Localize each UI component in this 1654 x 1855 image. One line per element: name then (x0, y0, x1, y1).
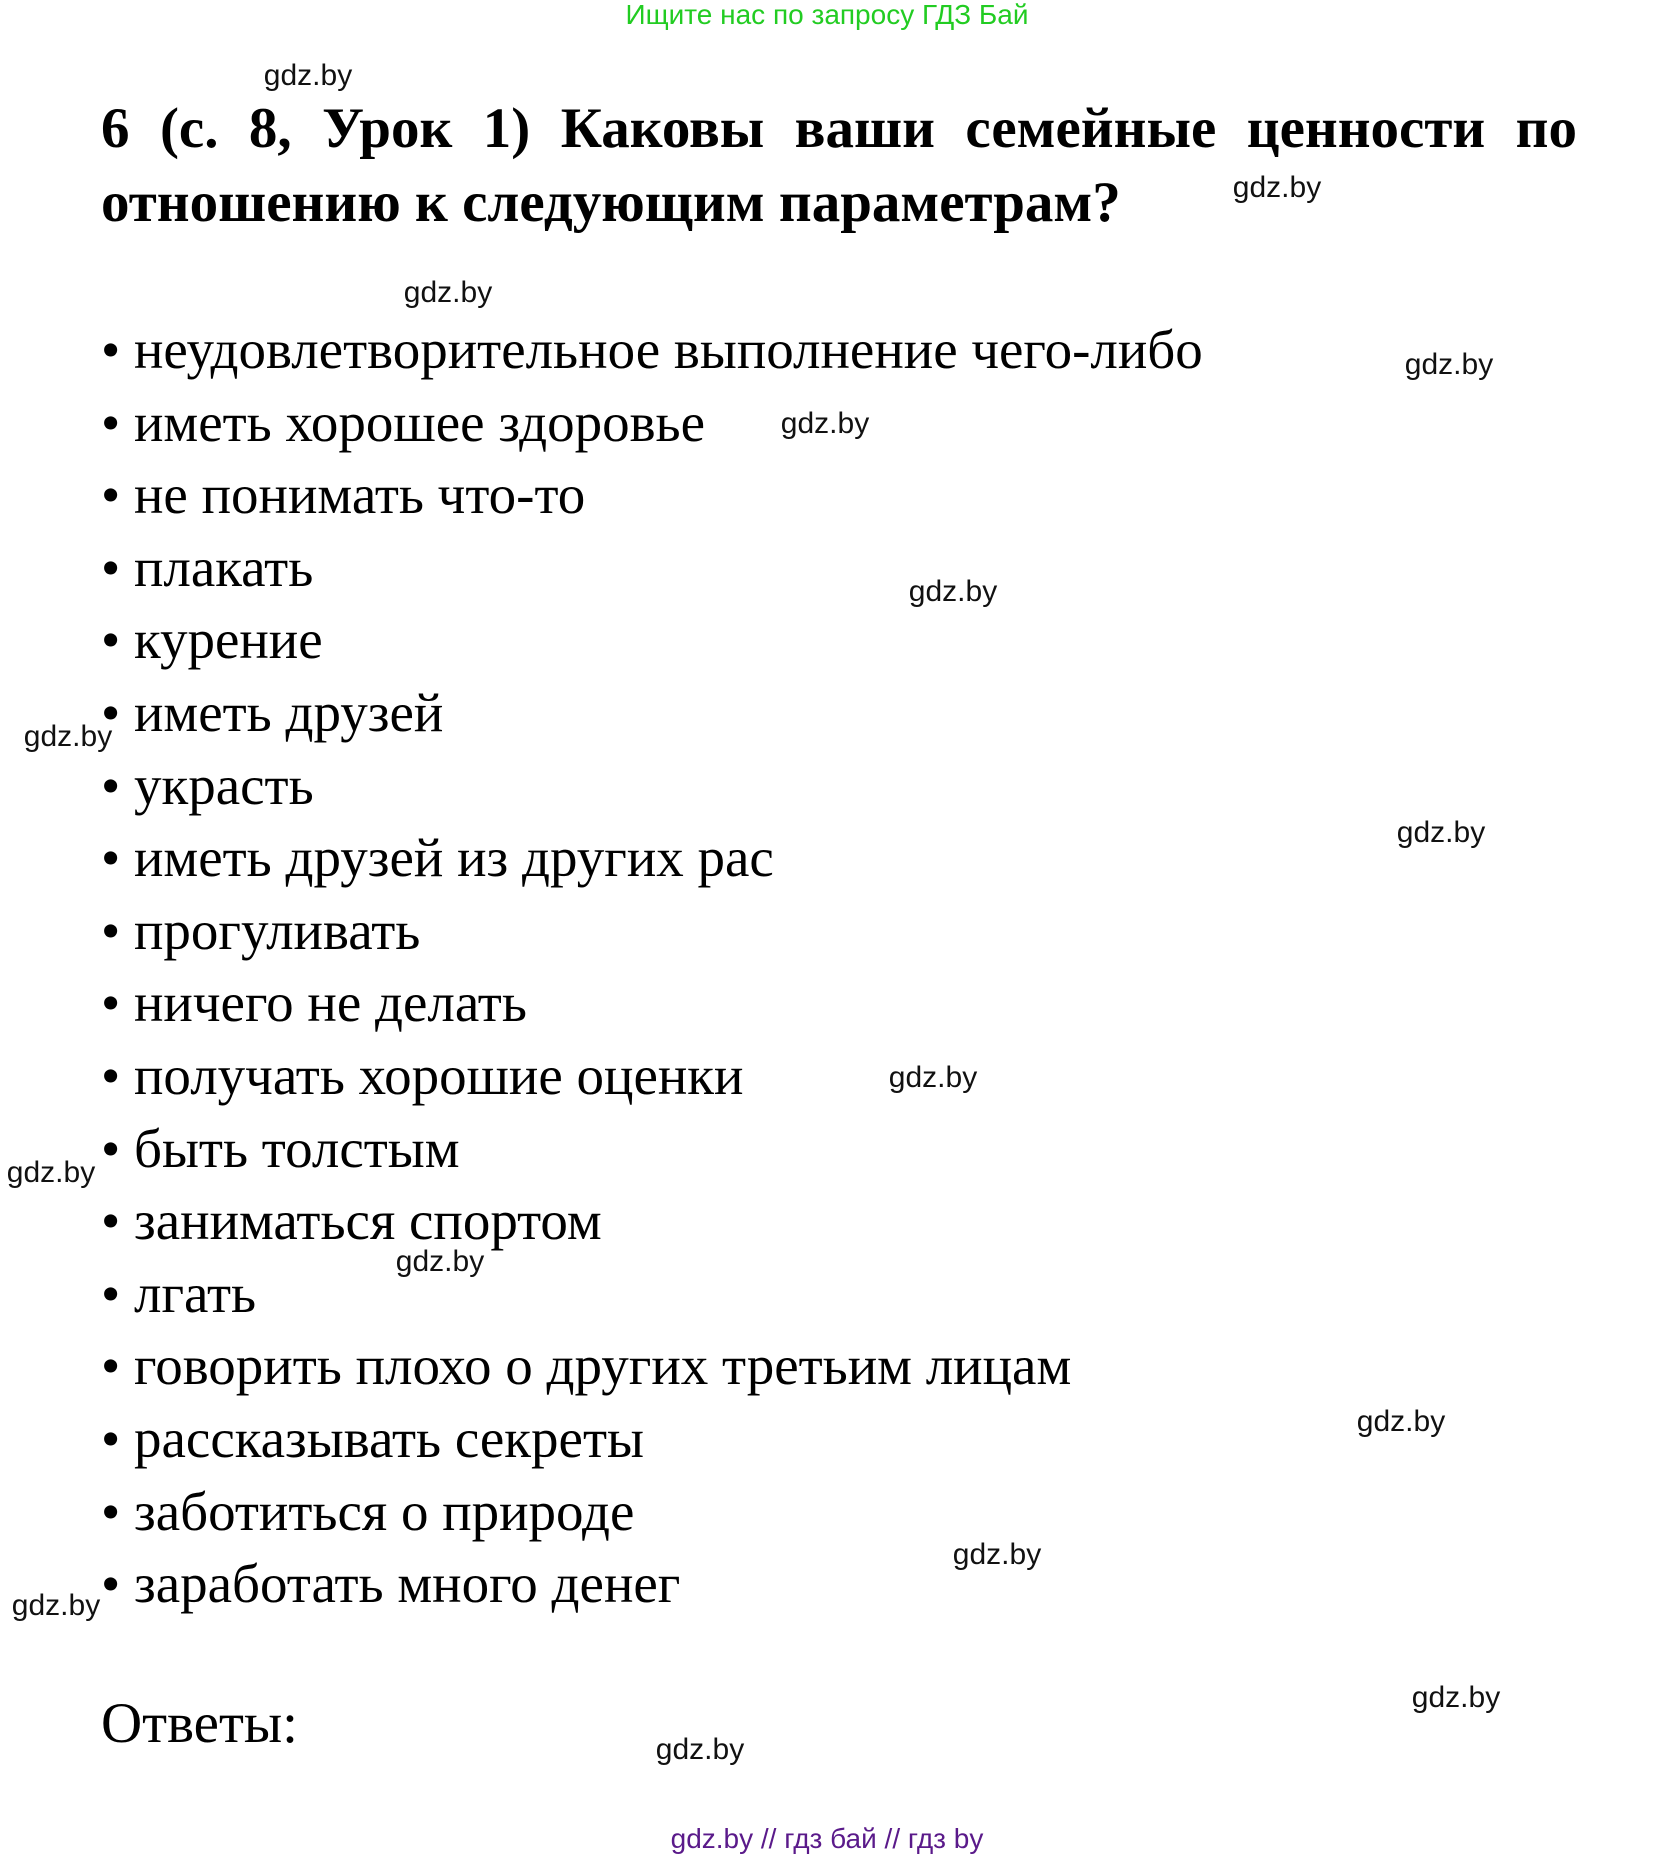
watermark: gdz.by (780, 407, 870, 440)
list-item-text: прогуливать (134, 899, 421, 961)
watermark: gdz.by (655, 1733, 745, 1766)
list-item (101, 1334, 1071, 1398)
list-item (101, 391, 705, 455)
bullet-icon: • (101, 972, 121, 1034)
list-item-text: иметь друзей из других рас (134, 827, 774, 889)
watermark: gdz.by (1396, 816, 1486, 849)
bullet-icon: • (101, 319, 121, 380)
bullet-icon: • (101, 1553, 121, 1615)
list-item-text: иметь хорошее здоровье (134, 391, 706, 453)
bullet-icon: • (101, 682, 121, 743)
list-item (101, 463, 585, 527)
list-item (101, 754, 314, 818)
watermark: gdz.by (888, 1061, 978, 1094)
list-item (101, 608, 323, 672)
watermark: gdz.by (6, 1156, 96, 1189)
list-item-text: быть толстым (134, 1117, 460, 1179)
list-item (101, 1262, 256, 1326)
bullet-icon: • (101, 827, 121, 889)
bullet-icon: • (101, 1408, 121, 1469)
bullet-icon: • (101, 609, 121, 671)
footer-links: gdz.by // гдз бай // гдз by (670, 1823, 984, 1854)
watermark: gdz.by (263, 59, 353, 92)
task-heading: 6 (с. 8, Урок 1) Каковы ваши семейные ценности по отношению к следующим параметрам? (101, 97, 1577, 234)
bullet-icon: • (101, 1190, 121, 1252)
bullet-icon: • (101, 1117, 121, 1179)
bullet-icon: • (101, 754, 121, 816)
bullet-icon: • (101, 899, 121, 961)
bullet-icon: • (101, 464, 121, 526)
list-item (101, 1480, 634, 1544)
list-item (101, 899, 420, 963)
watermark: gdz.by (952, 1538, 1042, 1571)
list-item (101, 536, 313, 600)
bullet-icon: • (101, 1335, 121, 1397)
watermark: gdz.by (908, 575, 998, 608)
list-item (101, 318, 1203, 382)
list-item-text: заниматься спортом (134, 1190, 602, 1252)
list-item-text: не понимать что-то (134, 464, 586, 526)
list-item-text: заботиться о природе (134, 1480, 635, 1542)
bullet-icon: • (101, 1045, 121, 1106)
watermark: gdz.by (403, 276, 493, 309)
list-item-text: плакать (134, 536, 314, 598)
watermark: gdz.by (23, 720, 113, 753)
bullet-icon: • (101, 391, 121, 453)
watermark: gdz.by (1232, 171, 1322, 204)
list-item-text: получать хорошие оценки (134, 1045, 744, 1106)
bullet-icon: • (101, 1480, 121, 1542)
list-item (101, 1189, 602, 1253)
list-item-text: ничего не делать (134, 972, 527, 1034)
list-item-text: неудовлетворительное выполнение чего-либо (134, 319, 1203, 380)
list-item-text: заработать много денег (134, 1553, 681, 1615)
watermark: gdz.by (1404, 348, 1494, 381)
watermark: gdz.by (11, 1589, 101, 1622)
list-item (101, 971, 527, 1035)
list-item (101, 681, 443, 745)
list-item-text: рассказывать секреты (134, 1408, 644, 1469)
list-item-text: говорить плохо о других третьим лицам (134, 1335, 1072, 1397)
bullet-icon: • (101, 1262, 121, 1324)
watermark: gdz.by (1356, 1405, 1446, 1438)
bullet-icon: • (101, 536, 121, 598)
answers-label: Ответы: (101, 1692, 298, 1755)
watermark: gdz.by (395, 1245, 485, 1278)
watermark: gdz.by (1411, 1681, 1501, 1714)
list-item (101, 1117, 460, 1181)
list-item (101, 1407, 644, 1471)
list-item (101, 1044, 743, 1108)
list-item (101, 826, 774, 890)
list-item-text: курение (134, 609, 323, 671)
list-item-text: иметь друзей (134, 682, 444, 743)
list-item-text: лгать (134, 1262, 257, 1324)
search-hint: Ищите нас по запросу ГДЗ Бай (625, 0, 1029, 30)
list-item-text: украсть (134, 754, 314, 816)
list-item (101, 1552, 680, 1616)
